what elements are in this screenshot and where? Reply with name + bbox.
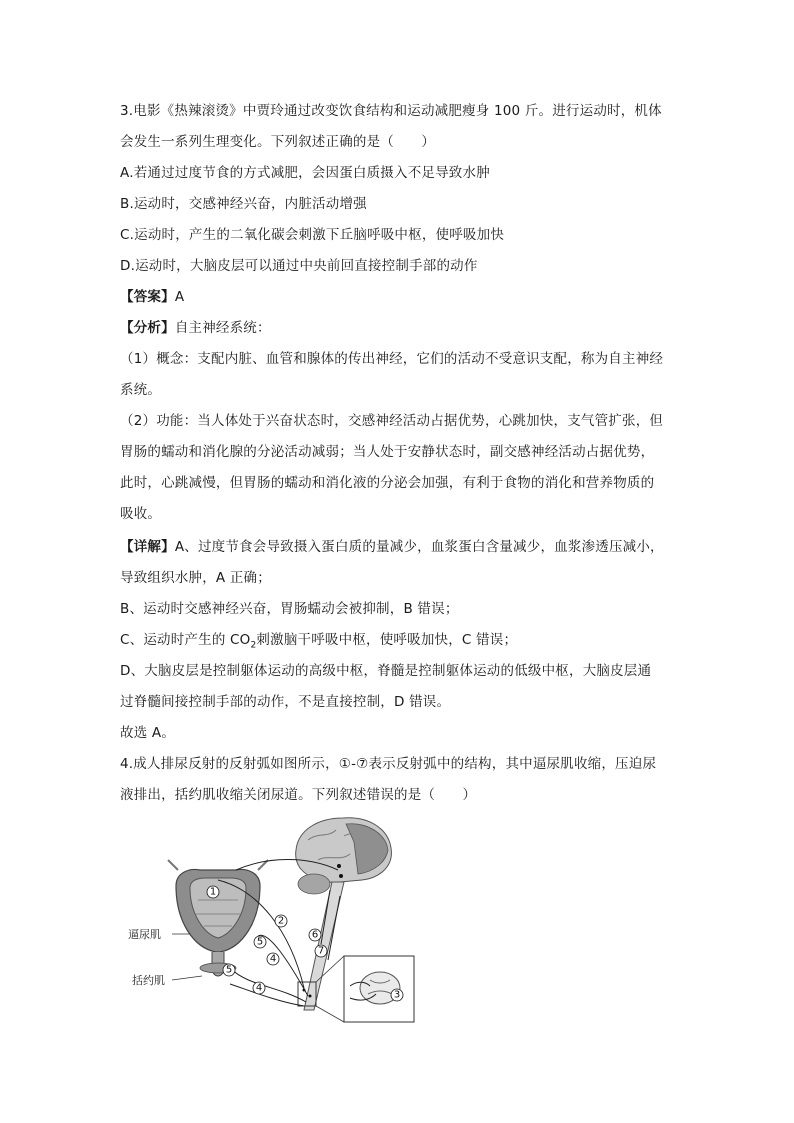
marker-2 [275,915,287,927]
q3-conclusion: 故选 A。 [120,725,176,741]
marker-4b [253,982,265,994]
q3-detail-c [120,631,517,655]
q3-option-b: B.运动时，交感神经兴奋，内脏活动增强 [120,196,367,212]
q3-analysis-p1-line2: 系统。 [120,382,162,398]
detail-c-subscript: 2 [250,640,257,651]
analysis-tag: 【分析】 [120,320,175,336]
marker-6 [309,929,321,941]
analysis-title-text: 自主神经系统： [174,320,271,336]
q4-stem-line2: 液排出，括约肌收缩关闭尿道。下列叙述错误的是（ ） [120,787,477,803]
q3-stem-line1: 3.电影《热辣滚烫》中贾玲通过改变饮食结构和运动减肥瘦身 100 斤。进行运动时，机体 [120,103,662,119]
detail-a-text: A、过度节食会导致摄入蛋白质的量减少，血浆蛋白含量减少，血浆渗透压减小， [174,539,664,555]
svg-text:4: 4 [255,982,263,994]
answer-value: A [174,289,185,305]
q3-analysis-p2-line2: 胃肠的蠕动和消化腺的分泌活动减弱；当人处于安静状态时，副交感神经活动占据优势， [120,444,655,460]
q3-option-d: D.运动时，大脑皮层可以通过中央前回直接控制手部的动作 [120,258,478,274]
q3-stem-line2: 会发生一系列生理变化。下列叙述正确的是（ ） [120,134,436,150]
answer-tag: 【答案】 [120,289,175,305]
reflex-arc-figure [118,810,418,1025]
label-detrusor: 逼尿肌 [128,928,161,941]
marker-1 [207,886,219,898]
svg-text:2: 2 [277,915,285,927]
svg-text:3: 3 [393,989,401,1001]
q3-analysis-p1-line1: （1）概念：支配内脏、血管和腺体的传出神经，它们的活动不受意识支配，称为自主神经 [120,351,664,367]
q3-detail-a-line2: 导致组织水肿，A 正确； [120,570,271,586]
marker-4a [267,953,279,965]
svg-text:4: 4 [269,953,277,965]
detail-c-pre: C、运动时产生的 CO [120,632,251,648]
marker-5b [223,964,235,976]
reflex-arc-diagram [118,810,418,1025]
detail-c-post: 刺激脑干呼吸中枢，使呼吸加快，C 错误； [256,632,518,648]
q3-analysis-p2-line3: 此时，心跳减慢，但胃肠的蠕动和消化液的分泌会加强，有利于食物的消化和营养物质的 [120,475,655,491]
q3-detail-a-line1 [120,538,664,556]
q3-detail-d-line2: 过脊髓间接控制手部的动作，不是直接控制，D 错误。 [120,694,451,710]
marker-7 [315,945,327,957]
svg-text:1: 1 [209,886,217,898]
svg-text:6: 6 [311,929,319,941]
q4-stem-line1: 4.成人排尿反射的反射弧如图所示，①-⑦表示反射弧中的结构，其中逼尿肌收缩，压迫尿 [120,756,657,772]
q3-option-a: A.若通过过度节食的方式减肥，会因蛋白质摄入不足导致水肿 [120,165,490,181]
marker-3 [391,989,403,1001]
q3-detail-b: B、运动时交感神经兴奋，胃肠蠕动会被抑制，B 错误； [120,601,459,617]
svg-text:5: 5 [256,936,264,948]
svg-text:7: 7 [317,945,325,957]
detail-tag: 【详解】 [120,539,175,555]
svg-text:5: 5 [225,964,233,976]
bladder-illustration [168,860,268,976]
marker-5a [254,936,266,948]
motor-nerve-sphincter-lower [230,984,304,1006]
q3-analysis-p2-line4: 吸收。 [120,506,162,522]
q3-answer [120,288,184,306]
q3-analysis-title [120,319,271,337]
q3-option-c: C.运动时，产生的二氧化碳会刺激下丘脑呼吸中枢，使呼吸加快 [120,227,505,243]
label-sphincter: 括约肌 [132,974,165,987]
q3-detail-d-line1: D、大脑皮层是控制躯体运动的高级中枢，脊髓是控制躯体运动的低级中枢，大脑皮层通 [120,663,652,679]
q3-analysis-p2-line1: （2）功能：当人体处于兴奋状态时，交感神经活动占据优势，心跳加快，支气管扩张，但 [120,413,664,429]
